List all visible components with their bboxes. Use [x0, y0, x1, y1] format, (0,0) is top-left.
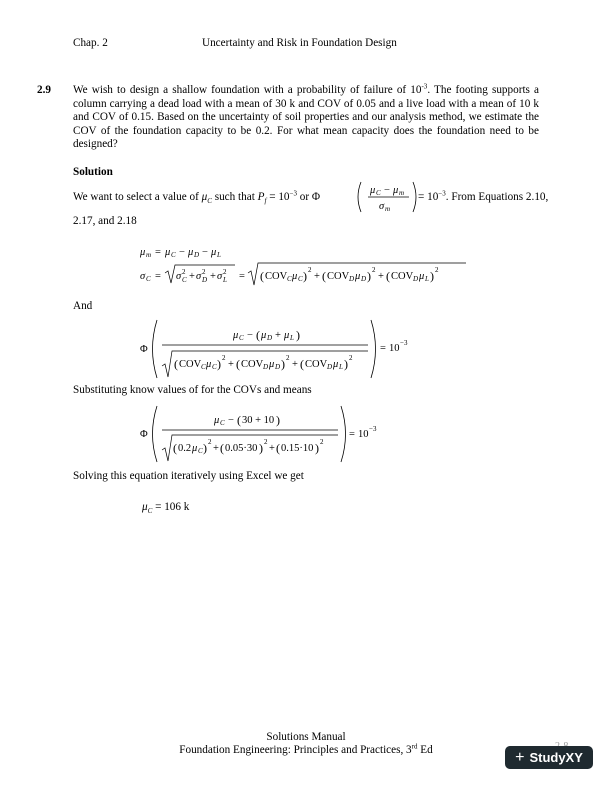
svg-text:C: C: [171, 251, 176, 259]
svg-text:=: =: [349, 429, 355, 440]
svg-text:+: +: [314, 271, 320, 282]
svg-text:μ: μ: [140, 247, 146, 258]
equation-phi-substituted: [140, 404, 400, 464]
svg-text:μ: μ: [269, 359, 275, 370]
svg-text:−: −: [179, 247, 185, 258]
svg-text:COV: COV: [391, 271, 414, 282]
substituting-text: Substituting know values of for the COVs and means: [73, 384, 312, 396]
svg-text:Φ: Φ: [140, 344, 148, 355]
chapter-title: Uncertainty and Risk in Foundation Design: [202, 37, 397, 49]
svg-text:μ: μ: [211, 247, 217, 258]
svg-text:D: D: [202, 276, 208, 284]
svg-text:): ): [217, 357, 221, 371]
svg-text:C: C: [220, 419, 225, 427]
footer-line1: Solutions Manual: [266, 731, 346, 743]
svg-text:C: C: [287, 275, 292, 283]
svg-text:): ): [276, 413, 280, 427]
svg-text:COV: COV: [241, 359, 264, 370]
svg-text:+: +: [269, 443, 275, 454]
svg-text:=: =: [239, 271, 245, 282]
svg-text:C: C: [198, 447, 203, 455]
svg-text:(: (: [276, 441, 280, 455]
svg-text:(: (: [386, 269, 390, 283]
svg-text:COV: COV: [305, 359, 328, 370]
svg-text:m: m: [399, 189, 405, 197]
svg-text:): ): [344, 357, 348, 371]
svg-text:2: 2: [223, 268, 227, 276]
svg-text:−: −: [202, 247, 208, 258]
equation-phi-general: [140, 318, 420, 380]
solution-heading: Solution: [73, 166, 113, 178]
svg-text:Φ: Φ: [140, 429, 148, 440]
svg-text:(: (: [260, 269, 264, 283]
svg-text:μ: μ: [233, 330, 239, 341]
solving-text: Solving this equation iteratively using Excel we get: [73, 470, 304, 482]
svg-text:−: −: [228, 415, 234, 426]
svg-text:C: C: [298, 275, 303, 283]
svg-text:σ: σ: [379, 201, 385, 212]
svg-text:μ: μ: [355, 271, 361, 282]
svg-text:): ): [315, 441, 319, 455]
svg-text:(: (: [236, 357, 240, 371]
svg-text:): ): [296, 328, 300, 342]
svg-text:2: 2: [320, 438, 324, 446]
svg-text:(: (: [322, 269, 326, 283]
svg-text:L: L: [425, 275, 429, 283]
svg-text:2: 2: [208, 438, 212, 446]
svg-text:30 + 10: 30 + 10: [242, 415, 275, 426]
svg-text:D: D: [327, 363, 333, 371]
svg-text:D: D: [413, 275, 419, 283]
solution-intro: We want to select a value of $\mu_C$ such that $P_f = 10^{-3}$ or Φ μ C − μ m σ m = $10^{-3}$. From Equations 2.10,: [73, 180, 543, 214]
solution-intro-line2: 2.17, and 2.18: [73, 215, 137, 227]
plus-icon: +: [515, 748, 525, 766]
svg-text:2: 2: [264, 438, 268, 446]
svg-text:(: (: [256, 328, 260, 342]
svg-text:(: (: [220, 441, 224, 455]
svg-text:μ: μ: [333, 359, 339, 370]
svg-text:COV: COV: [327, 271, 350, 282]
svg-text:σ: σ: [140, 271, 146, 282]
svg-text:μ: μ: [206, 359, 212, 370]
svg-text:m: m: [146, 251, 152, 259]
svg-text:σ: σ: [176, 271, 182, 282]
svg-text:(: (: [174, 357, 178, 371]
svg-text:μ: μ: [393, 185, 399, 196]
svg-text:L: L: [223, 276, 227, 284]
svg-text:D: D: [349, 275, 355, 283]
svg-text:μ: μ: [261, 330, 267, 341]
svg-text:μ: μ: [188, 247, 194, 258]
svg-text:μ: μ: [192, 443, 198, 454]
svg-text:0.2: 0.2: [178, 443, 192, 454]
svg-text:L: L: [217, 251, 221, 259]
svg-text:+: +: [292, 359, 298, 370]
svg-text:(: (: [237, 413, 241, 427]
svg-text:D: D: [263, 363, 269, 371]
svg-text:−: −: [247, 330, 253, 341]
svg-text:μ: μ: [292, 271, 298, 282]
svg-text:2: 2: [202, 268, 206, 276]
svg-text:): ): [281, 357, 285, 371]
problem-statement: We wish to design a shallow foundation with a probability of failure of $10^{-3}$. The footing supports a column carrying a dead load with a mean of 30 k and COV of 0.05 and a live load with a mean of 10 k and COV of 0.15. Based on the uncertainty of soil properties and our analysis method, we estimate the COV of the foundation capacity to be 0.2. For what mean capacity does the foundation need to be designed?: [73, 82, 539, 151]
svg-text:m: m: [385, 205, 391, 213]
svg-text:): ): [430, 269, 434, 283]
svg-text:−: −: [384, 185, 390, 196]
studyxy-logo[interactable]: + StudyXY: [505, 746, 593, 769]
svg-text:): ): [303, 269, 307, 283]
svg-text:): ): [203, 441, 207, 455]
svg-text:COV: COV: [265, 271, 288, 282]
svg-text:=: =: [155, 271, 161, 282]
svg-text:): ): [367, 269, 371, 283]
svg-text:=: =: [380, 343, 386, 354]
svg-text:(: (: [300, 357, 304, 371]
svg-text:2: 2: [308, 266, 312, 274]
svg-text:μ: μ: [214, 415, 220, 426]
svg-text:σ: σ: [217, 271, 223, 282]
svg-text:+: +: [210, 271, 216, 282]
svg-text:=: =: [155, 247, 161, 258]
svg-text:σ: σ: [196, 271, 202, 282]
svg-text:+: +: [213, 443, 219, 454]
svg-text:μ: μ: [370, 185, 376, 196]
svg-text:D: D: [194, 251, 200, 259]
result-value: $\mu_C = 106$ k: [142, 501, 190, 516]
svg-text:2: 2: [349, 354, 353, 362]
svg-text:(: (: [173, 441, 177, 455]
svg-text:C: C: [212, 363, 217, 371]
svg-text:μ: μ: [165, 247, 171, 258]
svg-text:2: 2: [222, 354, 226, 362]
footer-line2: Foundation Engineering: Principles and Practices, 3rd Ed: [179, 742, 433, 756]
svg-text:+: +: [378, 271, 384, 282]
svg-text:D: D: [267, 334, 273, 342]
svg-text:+: +: [189, 271, 195, 282]
svg-text:2: 2: [182, 268, 186, 276]
svg-text:−3: −3: [369, 425, 377, 433]
svg-text:C: C: [239, 334, 244, 342]
svg-text:0.15·10: 0.15·10: [281, 443, 314, 454]
svg-text:2: 2: [286, 354, 290, 362]
svg-text:C: C: [146, 275, 151, 283]
svg-text:μ: μ: [419, 271, 425, 282]
problem-number: 2.9: [37, 84, 51, 96]
svg-text:0.05·30: 0.05·30: [225, 443, 258, 454]
svg-text:+: +: [275, 330, 281, 341]
chapter-label: Chap. 2: [73, 37, 108, 49]
svg-text:L: L: [290, 334, 294, 342]
svg-text:2: 2: [372, 266, 376, 274]
svg-text:C: C: [201, 363, 206, 371]
svg-text:C: C: [182, 276, 187, 284]
svg-text:−3: −3: [400, 339, 408, 347]
svg-text:μ: μ: [284, 330, 290, 341]
svg-text:10: 10: [358, 429, 369, 440]
svg-text:D: D: [361, 275, 367, 283]
svg-text:COV: COV: [179, 359, 202, 370]
svg-text:2: 2: [435, 266, 439, 274]
equation-mean-sigma: [140, 243, 470, 293]
svg-text:L: L: [339, 363, 343, 371]
svg-text:D: D: [275, 363, 281, 371]
svg-text:): ): [259, 441, 263, 455]
svg-text:C: C: [376, 189, 381, 197]
svg-text:+: +: [228, 359, 234, 370]
svg-text:10: 10: [389, 343, 400, 354]
and-label: And: [73, 300, 93, 312]
